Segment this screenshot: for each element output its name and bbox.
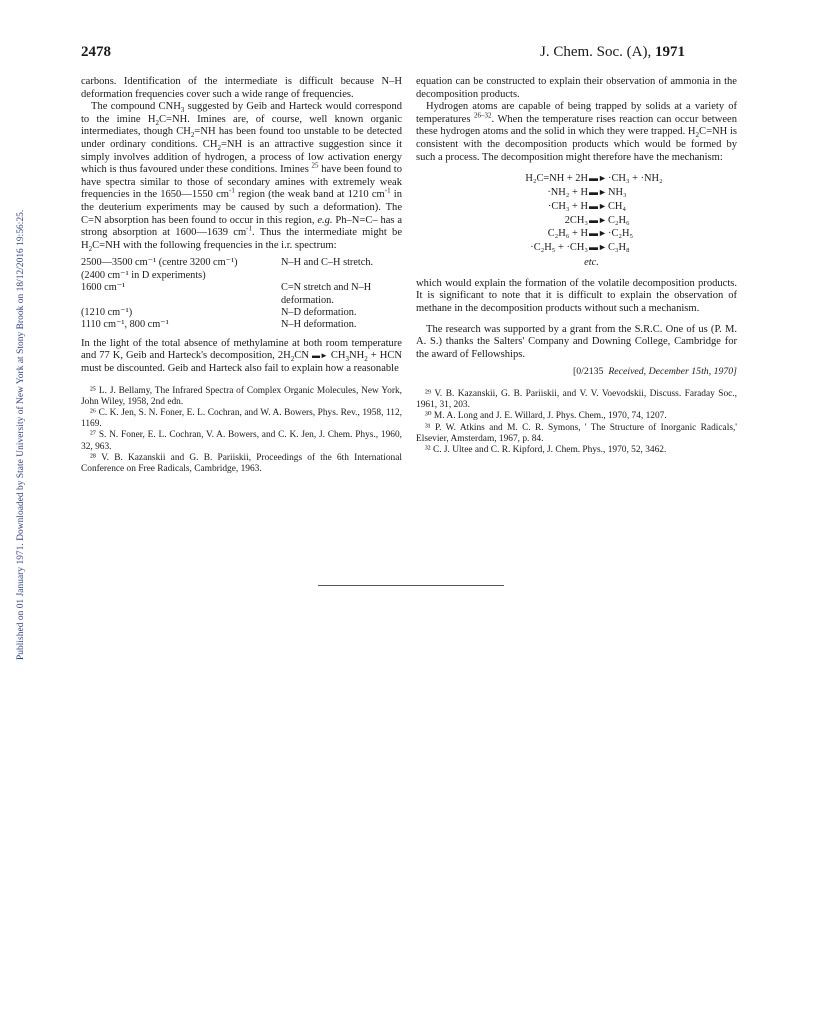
journal-year: 1971 <box>655 44 685 60</box>
received-line <box>416 366 737 379</box>
journal-header <box>540 44 685 61</box>
spectrum-freq: 1600 cm⁻¹ <box>81 282 126 294</box>
paragraph-volatile: which would explain the formation of the volatile decomposition products. It is significant to note that it is difficult to explain the observation of methane in the decomposition products without such a mechanism. <box>416 277 737 314</box>
arrow-icon: ▬► <box>589 186 607 197</box>
received-code: [0/2135 <box>572 366 604 378</box>
right-column <box>416 76 737 456</box>
spectrum-assign: N–H and C–H stretch. <box>281 257 374 269</box>
mechanism-step: ·CH₃ + H ▬► CH₄ <box>547 200 627 212</box>
page-number: 2478 <box>81 44 111 60</box>
spectrum-freq: 2500—3500 cm⁻¹ (centre 3200 cm⁻¹) <box>81 257 238 269</box>
mechanism-step: 2CH₃ ▬► C₂H₆ <box>564 214 630 226</box>
arrow-icon: ▬► <box>589 173 607 184</box>
paragraph-hydrogen: Hydrogen atoms are capable of being trapped by solids at a variety of temperatures $^{26-32}$. When the temperature rises reaction can occur between these hydrogen atoms and the solid in which they were trapped. $H_2C=NH$ is consistent with the decomposition products which would be formed by such a process. The decomposition might therefore have the mechanism: <box>416 101 737 163</box>
paragraph-imine: The compound $CNH_3$ suggested by Geib and Harteck would correspond to the imine $H_2C=NH$. Imines are, of course, well known organic intermediates, though $CH_2=NH$ has been found too unstable to be detected under ordinary conditions. $CH_2=NH$ is an attractive suggestion since it simply involves addition of hydrogen, a process of low activation energy which is thus favoured under these conditions. Imines $^{25}$ have been found to have spectra similar to those of secondary amines with extremely weak frequencies in the 1650—1550 $cm^{-1}$ region (the weak band at 1210 $cm^{-1}$ in the deuterium experiments may be caused by such a deformation). The C=N absorption has been found to occur in this region, e.g. Ph–N=C– has a strong absorption at 1600—1639 $cm^{-1}$. Thus the intermediate might be $H_2C=NH$ with the following frequencies in the i.r. spectrum: <box>81 101 403 253</box>
paragraph: equation can be constructed to explain their observation of ammonia in the decomposition products. <box>416 76 737 100</box>
reference: ³¹ P. W. Atkins and M. C. R. Symons, ' The Structure of Inorganic Radicals,' Elsevier, Amsterdam, 1967, p. 84. <box>416 422 737 444</box>
mechanism-step: H₂C=NH + 2H ▬► ·CH₃ + ·NH₂ <box>525 173 663 185</box>
reference: ²⁸ V. B. Kazanskii and G. B. Pariiskii, Proceedings of the 6th International Conference on Free Radicals, Cambridge, 1963. <box>81 452 402 474</box>
paragraph-acknowledgements: The research was supported by a grant from the S.R.C. One of us (P. M. A. S.) thanks the Salters' Company and Downing College, Cambridge for the award of Fellowships. <box>416 323 737 360</box>
spectrum-freq: (2400 cm⁻¹ in D experiments) <box>81 269 206 281</box>
journal-title: J. Chem. Soc. (A), <box>540 44 652 60</box>
spectrum-assign: N–D deformation. <box>281 306 357 318</box>
reference: ²⁶ C. K. Jen, S. N. Foner, E. L. Cochran, and W. A. Bowers, Phys. Rev., 1958, 112, 1169. <box>81 407 402 430</box>
end-rule <box>318 585 504 586</box>
reference: ²⁹ V. B. Kazanskii, G. B. Pariiskii, and V. V. Voevodskii, Discuss. Faraday Soc., 1961, 31, 203. <box>416 388 737 411</box>
arrow-icon: ▬► <box>589 214 607 225</box>
mechanism-step: ·C₂H₅ + ·CH₃ ▬► C₃H₈ <box>530 242 630 254</box>
mechanism-step: C₂H₆ + H ▬► ·C₂H₅ <box>547 228 634 240</box>
spectrum-table <box>81 257 402 331</box>
reference: ²⁵ L. J. Bellamy, The Infrared Spectra of Complex Organic Molecules, New York, John Wiley, 1958, 2nd edn. <box>81 385 402 407</box>
spectrum-assign <box>281 270 402 282</box>
spectrum-assign: C=N stretch and N–H deformation. <box>281 282 372 306</box>
reference: ³² C. J. Ultee and C. R. Kipford, J. Chem. Phys., 1970, 52, 3462. <box>425 444 667 455</box>
download-watermark <box>2 120 26 660</box>
arrow-icon: ▬► <box>311 351 328 361</box>
reference: ²⁷ S. N. Foner, E. L. Cochran, V. A. Bowers, and C. K. Jen, J. Chem. Phys., 1960, 32, 963. <box>81 430 402 452</box>
references-left <box>81 386 402 476</box>
mechanism-etc: etc. <box>584 256 599 268</box>
spectrum-freq: (1210 cm⁻¹) <box>81 306 133 318</box>
arrow-icon: ▬► <box>589 228 607 239</box>
mechanism-scheme <box>416 172 737 270</box>
arrow-icon: ▬► <box>589 242 607 253</box>
references-right <box>416 389 737 456</box>
paragraph-methylamine: In the light of the total absence of methylamine at both room temperature and 77 K, Geib and Harteck's decomposition, $2H_2CN$ ▬► $CH_3NH_2$ + HCN must be discounted. Geib and Harteck also fail to explain how a reasonable <box>81 337 402 374</box>
left-column <box>81 76 402 475</box>
download-note-text: Published on 01 January 1971. Downloaded by State University of New York at Stony Brook on 18/12/2016 19:56:25. <box>16 209 26 660</box>
spectrum-freq: 1110 cm⁻¹, 800 cm⁻¹ <box>81 319 169 331</box>
arrow-icon: ▬► <box>589 200 607 211</box>
received-date: Received, December 15th, 1970] <box>608 366 737 378</box>
mechanism-step: ·NH₂ + H ▬► NH₃ <box>547 186 627 198</box>
paragraph: carbons. Identification of the intermediate is difficult because N–H deformation frequencies cover such a wide range of frequencies. <box>81 76 402 100</box>
spectrum-assign: N–H deformation. <box>281 319 357 331</box>
reference: ³⁰ M. A. Long and J. E. Willard, J. Phys. Chem., 1970, 74, 1207. <box>425 411 667 422</box>
